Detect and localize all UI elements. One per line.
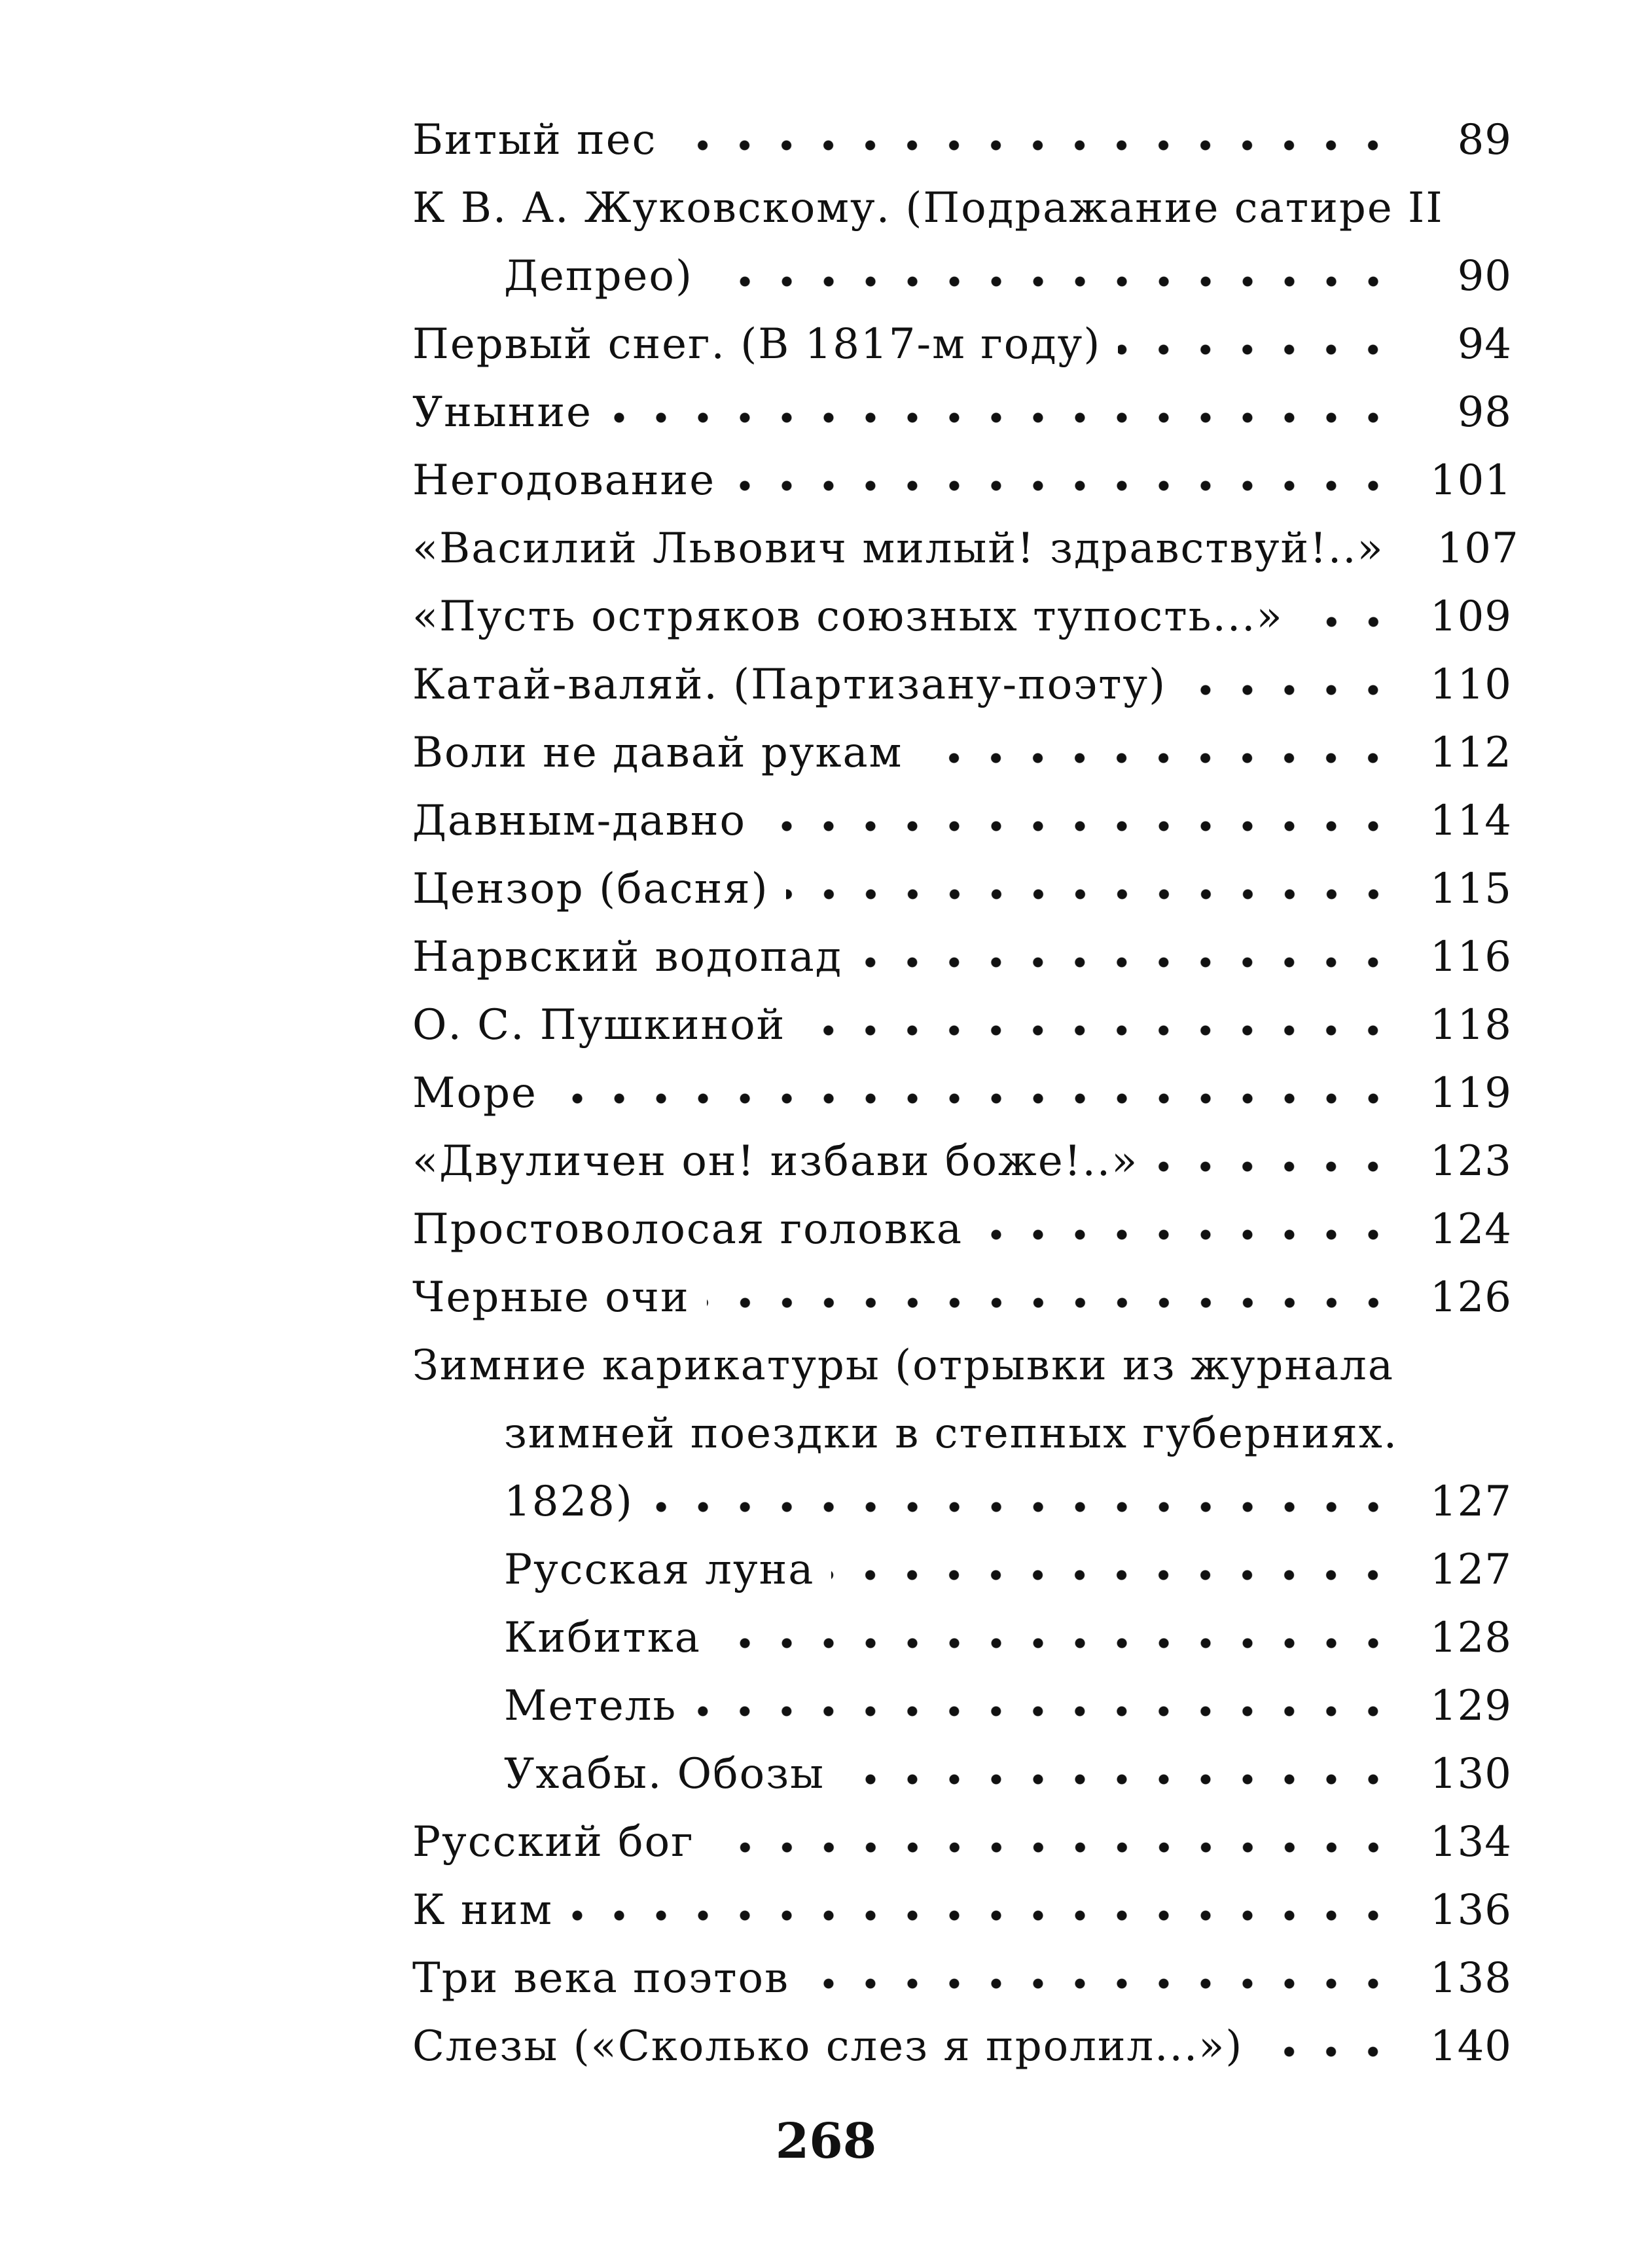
toc-subentry [412,1604,1512,1672]
toc-entry-title: «Двуличен он! избави боже!..» [412,1137,1139,1186]
dot-leader [1155,1146,1394,1188]
toc-entry [412,1332,1512,1400]
dot-leader [980,1214,1394,1256]
toc-entry [412,1944,1512,2012]
dot-leader [651,1486,1394,1528]
dot-leader [609,397,1394,439]
dot-leader [570,1895,1394,1936]
toc-entry-page: 90 [1457,252,1512,300]
toc-entry [412,787,1512,855]
toc-entry [412,1876,1512,1944]
dot-leader [806,1963,1394,2005]
dot-leader [859,941,1394,983]
toc-entry-title: К ним [412,1886,553,1934]
dot-leader [1301,601,1394,643]
dot-leader [554,1078,1394,1119]
toc-entry-page: 138 [1429,1954,1512,2003]
toc-subentry [412,1740,1512,1808]
toc-entry-title: Первый снег. (В 1817-м году) [412,320,1102,369]
dot-leader [1183,669,1394,711]
dot-leader [673,124,1394,166]
toc-entry-title: Три века поэтов [412,1954,790,2003]
toc-entry-title: Негодование [412,456,716,505]
toc-entry [412,991,1512,1059]
dot-leader [707,1282,1394,1324]
toc-entry-page: 112 [1429,729,1512,777]
toc-entry-title: Море [412,1069,537,1117]
toc-entry-continuation [412,242,1512,310]
toc-subentry-title: Русская луна [504,1546,815,1594]
dot-leader [920,737,1394,779]
toc-entry-page: 119 [1429,1069,1512,1117]
toc-entry-continuation [412,1468,1512,1536]
toc-entry [412,1263,1512,1332]
toc-entry-title: К В. А. Жуковскому. (Подражание сатире II [412,184,1444,232]
toc-entry-title: Черные очи [412,1273,690,1322]
toc-entry-page: 123 [1429,1137,1512,1186]
toc-entry-title-continuation: зимней поездки в степных губерниях. [504,1409,1399,1458]
dot-leader [718,1622,1394,1664]
toc-entry-title: Русский бог [412,1818,694,1866]
toc-entry-title: Катай-валяй. (Партизану-поэту) [412,661,1167,709]
toc-entry-title: «Пусть остряков союзных тупость...» [412,592,1284,641]
toc-entry-page: 127 [1429,1478,1512,1526]
toc-entry-title: Уныние [412,388,593,437]
toc-entry-title-continuation: Депрео) [504,252,693,300]
dot-leader [786,873,1394,915]
toc-entry-title: Нарвский водопад [412,933,843,981]
toc-subentry-title: Кибитка [504,1614,701,1662]
toc-entry-page: 129 [1429,1682,1512,1730]
dot-leader [732,465,1394,507]
dot-leader [1260,2031,1394,2073]
page-number: 268 [775,2113,877,2170]
toc-entry [412,855,1512,923]
toc-entry-page: 107 [1437,524,1519,573]
toc-entry-page: 115 [1429,865,1512,913]
toc-entry-page: 114 [1429,797,1512,845]
dot-leader [1118,329,1394,371]
toc-entry [412,515,1519,583]
toc-entry-page: 98 [1457,388,1512,437]
toc-entry [412,174,1512,242]
toc-entry-continuation [412,1400,1512,1468]
toc-entry [412,310,1512,378]
toc-entry-page: 140 [1429,2022,1512,2071]
toc-entry [412,106,1512,174]
toc-entry-title: «Василий Львович милый! здравствуй!..» [412,524,1384,573]
toc-entry-page: 126 [1429,1273,1512,1322]
dot-leader [711,1826,1394,1868]
toc-entry-page: 118 [1429,1001,1512,1049]
dot-leader [842,1758,1394,1800]
toc-subentry-title: Метель [504,1682,677,1730]
toc-entry-title: Простоволосая головка [412,1205,963,1254]
toc-entry-page: 89 [1457,116,1512,164]
toc-entry [412,583,1512,651]
toc-entry [412,719,1512,787]
toc-entry-title: Воли не давай рукам [412,729,903,777]
toc-entry-page: 101 [1429,456,1512,505]
toc-entry-page: 128 [1429,1614,1512,1662]
toc-entry-page: 124 [1429,1205,1512,1254]
toc-entry-page: 136 [1429,1886,1512,1934]
toc-entry [412,1059,1512,1127]
toc-entry-page: 134 [1429,1818,1512,1866]
toc-entry [412,446,1512,515]
toc-entry-page: 94 [1457,320,1512,369]
toc-entry [412,1195,1512,1263]
toc-entry-page: 130 [1429,1750,1512,1798]
toc-entry-page: 110 [1429,661,1512,709]
toc-entry-title: Зимние карикатуры (отрывки из журнала [412,1341,1394,1390]
dot-leader [802,1009,1394,1051]
dot-leader [831,1554,1394,1596]
toc-subentry [412,1536,1512,1604]
toc-entry [412,923,1512,991]
dot-leader [710,261,1394,302]
toc-subentry [412,1672,1512,1740]
toc-entry-title: Слезы («Сколько слез я пролил...») [412,2022,1244,2071]
dot-leader [763,805,1394,847]
toc-entry-title-continuation: 1828) [504,1478,634,1526]
toc-entry [412,378,1512,446]
toc-entry-title: Давным-давно [412,797,746,845]
toc-entry [412,2012,1512,2080]
toc-entry-title: Битый пес [412,116,657,164]
toc-entry [412,1127,1512,1195]
toc-subentry-title: Ухабы. Обозы [504,1750,825,1798]
toc-entry-page: 127 [1429,1546,1512,1594]
table-of-contents [412,106,1519,2080]
toc-entry-page: 109 [1429,592,1512,641]
toc-entry [412,1808,1512,1876]
toc-entry-title: Цензор (басня) [412,865,769,913]
toc-entry-title: О. С. Пушкиной [412,1001,786,1049]
dot-leader [694,1690,1394,1732]
toc-entry-page: 116 [1429,933,1512,981]
toc-entry [412,651,1512,719]
